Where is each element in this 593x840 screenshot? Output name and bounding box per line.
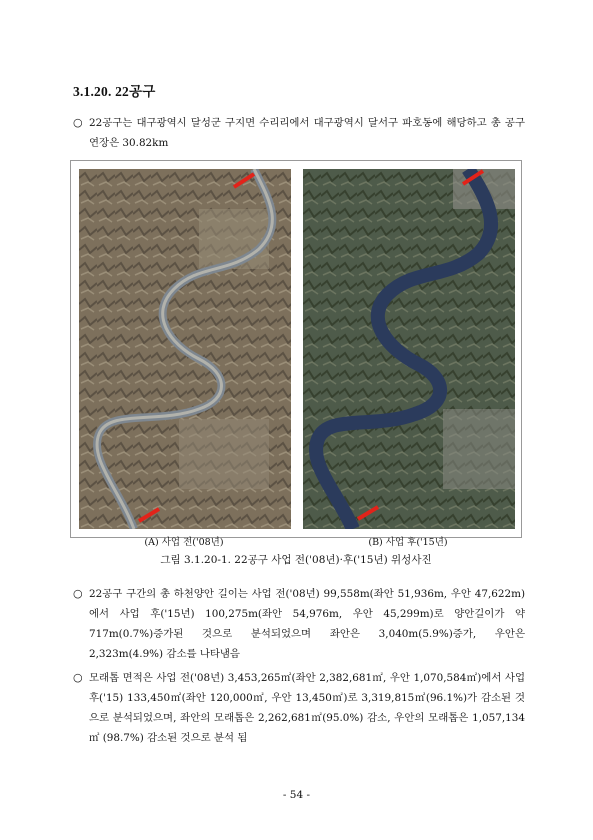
page-number: - 54 - (282, 789, 311, 801)
bullet-text: 모래톱 면적은 사업 전('08년) 3,453,265㎡(좌안 2,382,681㎡, 우안 1,070,584㎡)에서 사업 후('15) 133,450㎡(좌안 120,000㎡, 우안 13,450㎡)로 3,319,815㎡(96.1%)가 감소된 것으로 분석되었으며, 좌안의 모래톱은 2,262,681㎡(95.0%) 감소, 우안의 모래톱은 1,057,134㎡ (98.7%) 감소된 것으로 분석 됨 (89, 672, 525, 744)
satellite-image-before (79, 169, 291, 529)
section-heading: 3.1.20. 22공구 (73, 84, 156, 99)
bullet-mark: ○ (73, 587, 83, 600)
bullet-item-2 (73, 584, 525, 664)
satellite-photo-after (303, 169, 515, 529)
satellite-photo-before (79, 169, 291, 529)
caption-after: (B) 사업 후('15년) (368, 537, 448, 548)
bullet-text: 22공구는 대구광역시 달성군 구지면 수리리에서 대구광역시 달서구 파호동에 해당하고 총 공구연장은 30.82km (89, 117, 525, 149)
bullet-mark: ○ (73, 116, 83, 129)
satellite-photo-frame (70, 160, 522, 538)
bullet-item-1 (73, 113, 525, 153)
bullet-item-3 (73, 668, 525, 748)
bullet-mark: ○ (73, 671, 83, 684)
figure-caption: 그림 3.1.20-1. 22공구 사업 전('08년)·후('15년) 위성사진 (160, 554, 432, 566)
satellite-image-after (303, 169, 515, 529)
bullet-text: 22공구 구간의 총 하천양안 길이는 사업 전('08년) 99,558m(좌안 51,936m, 우안 47,622m)에서 사업 후('15년) 100,275m(좌안 54,976m, 우안 45,299m)로 양안길이가 약 717m(0.7%)증가된 것으로 분석되었으며 좌안은 3,040m(5.9%)증가, 우안은 2,323m(4.9%) 감소를 나타냄음 (89, 588, 525, 660)
caption-before: (A) 사업 전('08년) (144, 537, 224, 548)
